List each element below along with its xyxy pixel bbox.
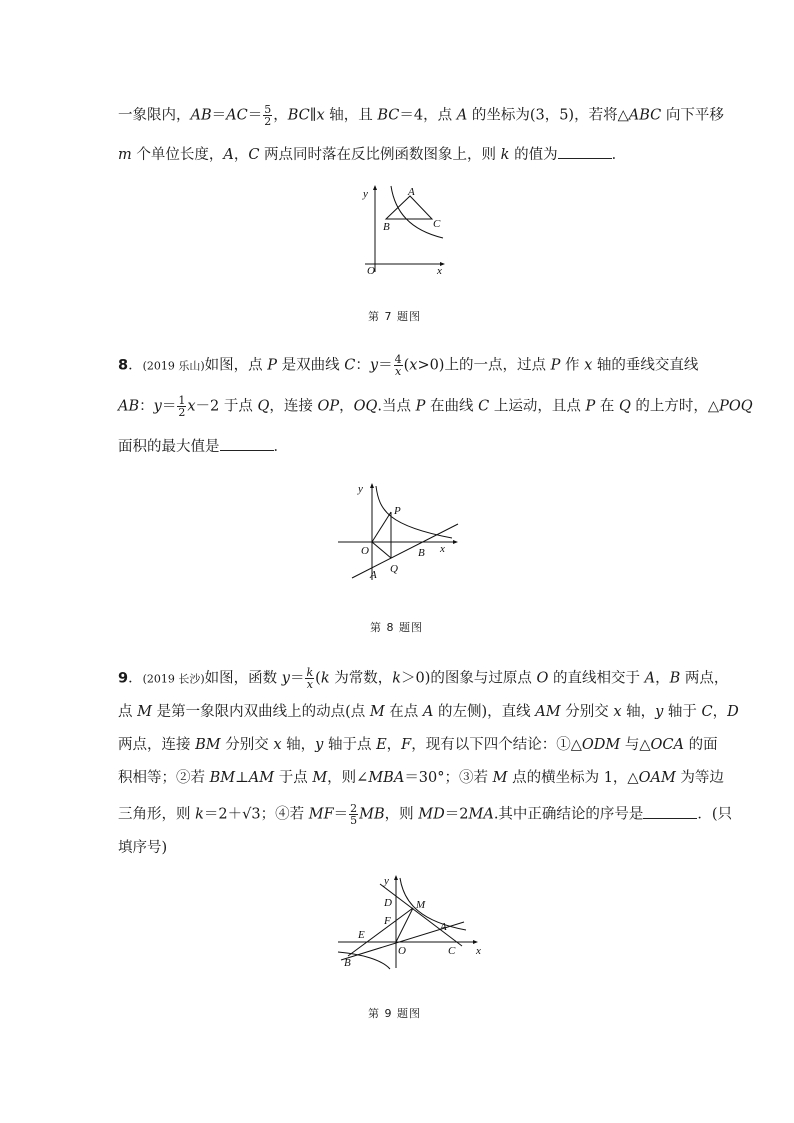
text: 填序号) bbox=[118, 840, 168, 856]
text: AM bbox=[248, 770, 275, 786]
figure-9-caption: 第 9 题图 bbox=[368, 1007, 421, 1020]
text: BC bbox=[377, 107, 400, 124]
fraction-numerator: k bbox=[306, 666, 314, 679]
text: M bbox=[312, 770, 328, 786]
text: 在曲线 bbox=[425, 398, 479, 415]
text: ， bbox=[233, 147, 249, 163]
x-axis-arrow bbox=[473, 940, 478, 944]
text: 两点同时落在反比例函数图象上，则 bbox=[259, 147, 501, 163]
text: MF bbox=[308, 806, 334, 823]
text: 在 bbox=[595, 398, 619, 415]
text: －2 于点 bbox=[195, 398, 258, 415]
text: 的直线相交于 bbox=[548, 670, 645, 687]
q8-line-3 bbox=[118, 436, 288, 457]
question-number: 9 bbox=[118, 670, 129, 687]
text: 轴， bbox=[621, 704, 656, 720]
fraction-denominator: 2 bbox=[178, 406, 186, 419]
label-c: C bbox=[433, 218, 441, 230]
text: E bbox=[376, 737, 387, 753]
label-e: E bbox=[358, 929, 365, 941]
text: ＝2＋ bbox=[203, 806, 243, 823]
text: 的值为 bbox=[509, 147, 558, 163]
text: ＝2 bbox=[444, 806, 469, 823]
text: 轴，且 bbox=[324, 107, 378, 124]
text: A bbox=[422, 704, 434, 720]
q7-line-2 bbox=[118, 144, 626, 165]
text: .当点 bbox=[377, 398, 416, 415]
text: ： bbox=[355, 357, 370, 374]
text: ，现有以下四个结论：①△ bbox=[411, 737, 582, 753]
text: k bbox=[500, 147, 510, 163]
text: D bbox=[727, 704, 739, 720]
text: Q bbox=[618, 398, 631, 415]
text: AM bbox=[535, 704, 561, 720]
text: 分别交 bbox=[560, 704, 614, 720]
y-axis-arrow bbox=[370, 483, 374, 488]
text: 分别交 bbox=[220, 737, 274, 753]
text: y bbox=[153, 398, 162, 415]
fraction bbox=[349, 803, 358, 826]
y-axis-arrow bbox=[394, 875, 398, 880]
text: ⊥ bbox=[235, 770, 249, 786]
text: ODM bbox=[581, 737, 621, 753]
label-c: C bbox=[448, 945, 456, 957]
triangle-abc bbox=[386, 196, 432, 219]
text: C bbox=[344, 357, 356, 374]
text: ． bbox=[128, 357, 143, 374]
text: 三角形，则 bbox=[118, 806, 196, 823]
q9-line-6 bbox=[118, 838, 167, 858]
y-axis-arrow bbox=[373, 185, 377, 190]
segment-oq bbox=[372, 542, 391, 558]
text: k bbox=[392, 670, 402, 687]
text: ， bbox=[712, 704, 728, 720]
text: MB bbox=[359, 806, 385, 823]
text: C bbox=[478, 398, 490, 415]
text: O bbox=[536, 670, 549, 687]
source: (2019 乐山) bbox=[142, 359, 205, 373]
text: ＝ bbox=[333, 806, 349, 823]
text: ， bbox=[273, 107, 288, 124]
text: P bbox=[415, 398, 426, 415]
text: ． bbox=[611, 147, 627, 163]
text: 为常数， bbox=[329, 670, 393, 687]
text: OCA bbox=[650, 737, 684, 753]
text: MD bbox=[418, 806, 445, 823]
text: y bbox=[655, 704, 664, 720]
text: 面积的最大值是 bbox=[118, 439, 220, 455]
label-x: x bbox=[476, 945, 481, 957]
text: ， bbox=[655, 670, 670, 687]
fraction-denominator: x bbox=[306, 678, 313, 691]
q8-line-1 bbox=[118, 354, 698, 377]
text: MBA bbox=[368, 770, 405, 786]
text: C bbox=[248, 147, 260, 163]
label-b: B bbox=[418, 547, 425, 559]
text: k bbox=[195, 806, 204, 823]
text: x bbox=[613, 704, 622, 720]
label-f: F bbox=[384, 915, 391, 927]
text: M bbox=[369, 704, 385, 720]
sqrt-text: √3 bbox=[242, 806, 261, 823]
text: 的上方时，△ bbox=[630, 398, 720, 415]
text: 作 bbox=[560, 357, 585, 374]
text: 轴， bbox=[281, 737, 316, 753]
q9-line-2 bbox=[118, 702, 739, 722]
text: ．(只 bbox=[697, 806, 733, 823]
q9-line-5 bbox=[118, 803, 732, 826]
text: y bbox=[281, 670, 290, 687]
text: ． bbox=[128, 670, 143, 687]
label-y: y bbox=[358, 483, 363, 495]
fraction-numerator: 2 bbox=[350, 802, 358, 815]
text: ＝ bbox=[247, 107, 263, 124]
text: OP bbox=[317, 398, 340, 415]
fraction-denominator: 2 bbox=[264, 115, 272, 128]
text: AB bbox=[190, 107, 212, 124]
q9-line-1 bbox=[118, 667, 728, 690]
fraction-denominator: x bbox=[394, 365, 402, 378]
fraction bbox=[305, 667, 314, 690]
hyperbola bbox=[391, 186, 443, 238]
text: 点 bbox=[118, 704, 138, 720]
text: ： bbox=[139, 398, 154, 415]
text: P bbox=[550, 357, 561, 374]
text: M bbox=[492, 770, 508, 786]
text: ( bbox=[315, 670, 321, 687]
text: POQ bbox=[719, 398, 753, 415]
label-b: B bbox=[383, 221, 390, 233]
text: ＝ bbox=[211, 107, 227, 124]
q7-line-1 bbox=[118, 104, 724, 127]
figure-8-caption: 第 8 题图 bbox=[370, 621, 423, 634]
segment-om bbox=[396, 908, 413, 942]
text: BM bbox=[209, 770, 236, 786]
text: 于点 bbox=[274, 770, 313, 786]
label-o: O bbox=[398, 945, 406, 957]
text: k bbox=[320, 670, 330, 687]
q9-line-4 bbox=[118, 768, 724, 788]
text: ， bbox=[386, 737, 402, 753]
answer-blank[interactable] bbox=[220, 436, 274, 451]
text: 如图，函数 bbox=[204, 670, 282, 687]
source: (2019 长沙) bbox=[142, 672, 205, 686]
q9-line-3 bbox=[118, 735, 718, 755]
hyperbola bbox=[376, 486, 452, 538]
label-x: x bbox=[437, 265, 442, 277]
label-y: y bbox=[384, 875, 389, 887]
text: A bbox=[223, 147, 234, 163]
label-m: M bbox=[416, 899, 426, 911]
text: BM bbox=[195, 737, 221, 753]
answer-blank[interactable] bbox=[558, 144, 612, 159]
figure-8 bbox=[336, 480, 462, 586]
text: x bbox=[316, 107, 325, 124]
text: y bbox=[315, 737, 324, 753]
text: 的左侧)，直线 bbox=[433, 704, 536, 720]
figure-7 bbox=[355, 182, 455, 282]
text: ， bbox=[339, 398, 354, 415]
text: .其中正确结论的序号是 bbox=[493, 806, 644, 823]
text: 轴于 bbox=[663, 704, 702, 720]
text: AC bbox=[226, 107, 248, 124]
fraction-numerator: 5 bbox=[264, 103, 272, 116]
text: 为等边 bbox=[675, 770, 724, 786]
label-b: B bbox=[344, 957, 351, 969]
text: 积相等；②若 bbox=[118, 770, 210, 786]
fraction-numerator: 1 bbox=[178, 394, 186, 407]
text: ＝4，点 bbox=[399, 107, 457, 124]
label-a: A bbox=[440, 921, 447, 933]
answer-blank[interactable] bbox=[643, 804, 697, 819]
text: 上运动，且点 bbox=[489, 398, 586, 415]
text: ∥ bbox=[309, 107, 317, 124]
label-q: Q bbox=[390, 563, 398, 575]
fraction bbox=[263, 104, 272, 127]
text: m bbox=[118, 147, 132, 163]
label-o: O bbox=[361, 545, 369, 557]
label-y: y bbox=[363, 188, 368, 200]
q8-line-2 bbox=[118, 395, 753, 418]
fraction-numerator: 4 bbox=[394, 353, 402, 366]
figure-9 bbox=[336, 872, 486, 970]
text: ＞0)的图象与过原点 bbox=[401, 670, 537, 687]
text: P bbox=[267, 357, 278, 374]
label-a: A bbox=[408, 186, 415, 198]
label-x: x bbox=[440, 543, 445, 555]
text: x bbox=[187, 398, 196, 415]
text: ． bbox=[273, 439, 288, 455]
text: 一象限内， bbox=[118, 107, 191, 124]
label-a: A bbox=[370, 569, 377, 581]
text: 的面 bbox=[683, 737, 718, 753]
segment-op bbox=[372, 512, 391, 542]
text: ＝30°；③若 bbox=[404, 770, 493, 786]
text: ABC bbox=[628, 107, 662, 124]
text: ，则∠ bbox=[327, 770, 369, 786]
text: x bbox=[584, 357, 593, 374]
text: x bbox=[409, 357, 418, 374]
text: ＝ bbox=[289, 670, 305, 687]
text: AB bbox=[118, 398, 140, 415]
text: 的坐标为(3，5)，若将△ bbox=[467, 107, 629, 124]
text: 是双曲线 bbox=[277, 357, 345, 374]
text: F bbox=[401, 737, 412, 753]
text: 在点 bbox=[384, 704, 423, 720]
text: 与△ bbox=[620, 737, 651, 753]
text: ( bbox=[403, 357, 410, 374]
text: ，连接 bbox=[269, 398, 318, 415]
text: 是第一象限内双曲线上的动点(点 bbox=[151, 704, 370, 720]
text: MA bbox=[468, 806, 494, 823]
text: P bbox=[585, 398, 596, 415]
line-am bbox=[380, 884, 462, 946]
text: ，则 bbox=[384, 806, 419, 823]
text: A bbox=[644, 670, 656, 687]
text: y bbox=[369, 357, 379, 374]
text: B bbox=[669, 670, 681, 687]
fraction bbox=[394, 354, 403, 377]
text: M bbox=[137, 704, 152, 720]
fraction bbox=[177, 395, 186, 418]
figure-7-caption: 第 7 题图 bbox=[368, 310, 421, 323]
text: 两点，连接 bbox=[118, 737, 196, 753]
label-p: P bbox=[394, 505, 401, 517]
hyperbola-right bbox=[400, 878, 466, 930]
text: BC bbox=[287, 107, 310, 124]
text: 轴的垂线交直线 bbox=[592, 357, 699, 374]
text: OAM bbox=[638, 770, 676, 786]
text: 个单位长度， bbox=[131, 147, 224, 163]
text: ＝ bbox=[161, 398, 177, 415]
fraction-denominator: 5 bbox=[350, 814, 358, 827]
text: ；④若 bbox=[260, 806, 309, 823]
question-number: 8 bbox=[118, 357, 129, 374]
text: 轴于点 bbox=[323, 737, 377, 753]
text: x bbox=[273, 737, 282, 753]
label-o: O bbox=[367, 265, 375, 277]
text: 点的横坐标为 1，△ bbox=[507, 770, 639, 786]
text: >0)上的一点，过点 bbox=[417, 357, 551, 374]
x-axis-arrow bbox=[453, 540, 458, 544]
text: A bbox=[456, 107, 468, 124]
text: C bbox=[701, 704, 713, 720]
text: 如图，点 bbox=[204, 357, 268, 374]
label-d: D bbox=[384, 897, 392, 909]
text: Q bbox=[257, 398, 270, 415]
text: ＝ bbox=[378, 357, 393, 374]
text: OQ bbox=[353, 398, 378, 415]
text: 两点， bbox=[680, 670, 729, 687]
text: 向下平移 bbox=[661, 107, 724, 124]
